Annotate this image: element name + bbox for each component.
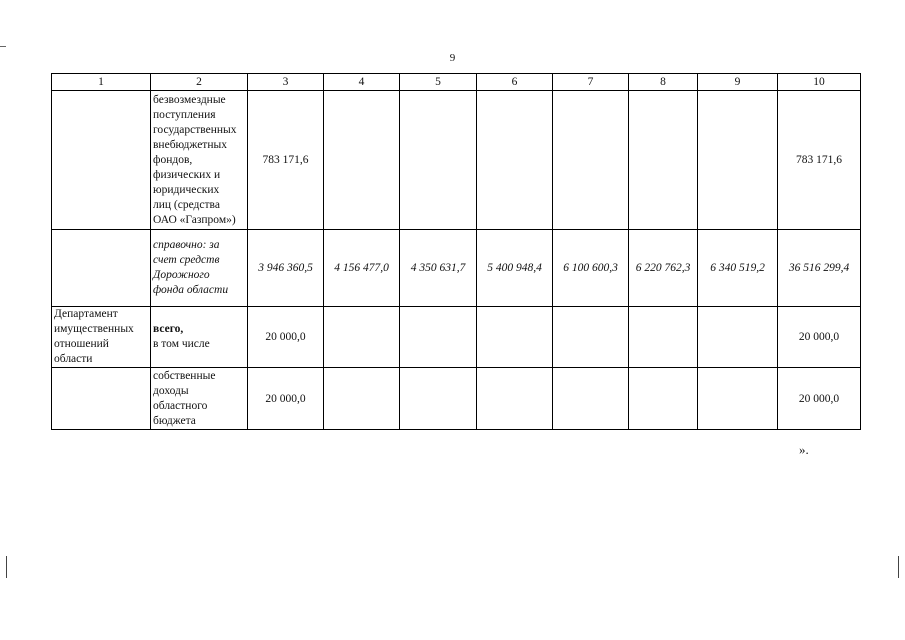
value-cell (698, 368, 778, 430)
description-cell: справочно: за счет средств Дорожного фонда области (151, 230, 248, 307)
value-cell (553, 91, 629, 230)
value-cell: 6 220 762,3 (629, 230, 698, 307)
value-cell (324, 307, 400, 368)
total-cell: 783 171,6 (778, 91, 861, 230)
department-cell (52, 368, 151, 430)
value-cell: 3 946 360,5 (248, 230, 324, 307)
value-cell (324, 368, 400, 430)
value-cell (553, 368, 629, 430)
value-cell (400, 368, 477, 430)
column-header: 5 (400, 74, 477, 91)
column-header: 8 (629, 74, 698, 91)
budget-table (51, 73, 861, 430)
value-cell (629, 368, 698, 430)
department-cell (52, 230, 151, 307)
value-cell: 20 000,0 (248, 307, 324, 368)
description-cell: безвозмездные поступления государственных внебюджетных фондов, физических и юридических лиц (средства ОАО «Газпром») (151, 91, 248, 230)
description-cell: всего, в том числе (151, 307, 248, 368)
column-header: 3 (248, 74, 324, 91)
value-cell: 4 156 477,0 (324, 230, 400, 307)
value-cell (629, 91, 698, 230)
value-cell (477, 91, 553, 230)
column-header: 2 (151, 74, 248, 91)
value-cell: 6 100 600,3 (553, 230, 629, 307)
value-cell (477, 368, 553, 430)
description-cell: собственные доходы областного бюджета (151, 368, 248, 430)
department-cell (52, 91, 151, 230)
left-edge-mark (6, 556, 7, 578)
table-row (52, 91, 861, 230)
value-cell (629, 307, 698, 368)
value-cell: 5 400 948,4 (477, 230, 553, 307)
column-header: 7 (553, 74, 629, 91)
total-cell: 20 000,0 (778, 307, 861, 368)
total-cell: 36 516 299,4 (778, 230, 861, 307)
right-edge-mark (898, 556, 899, 578)
margin-tick-mark (0, 46, 6, 47)
value-cell (400, 307, 477, 368)
department-cell: Департамент имущественных отношений области (52, 307, 151, 368)
page-number: 9 (449, 52, 456, 64)
value-cell (698, 307, 778, 368)
value-cell (477, 307, 553, 368)
value-cell (400, 91, 477, 230)
value-cell (698, 91, 778, 230)
table-row (52, 307, 861, 368)
column-header: 1 (52, 74, 151, 91)
column-header: 6 (477, 74, 553, 91)
column-header: 4 (324, 74, 400, 91)
value-cell: 4 350 631,7 (400, 230, 477, 307)
value-cell: 20 000,0 (248, 368, 324, 430)
table-row (52, 230, 861, 307)
value-cell: 6 340 519,2 (698, 230, 778, 307)
column-header: 9 (698, 74, 778, 91)
table-row (52, 368, 861, 430)
value-cell: 783 171,6 (248, 91, 324, 230)
column-number-row (52, 74, 861, 91)
total-cell: 20 000,0 (778, 368, 861, 430)
value-cell (324, 91, 400, 230)
column-header: 10 (778, 74, 861, 91)
closing-quote-mark: ». (799, 442, 809, 457)
value-cell (553, 307, 629, 368)
